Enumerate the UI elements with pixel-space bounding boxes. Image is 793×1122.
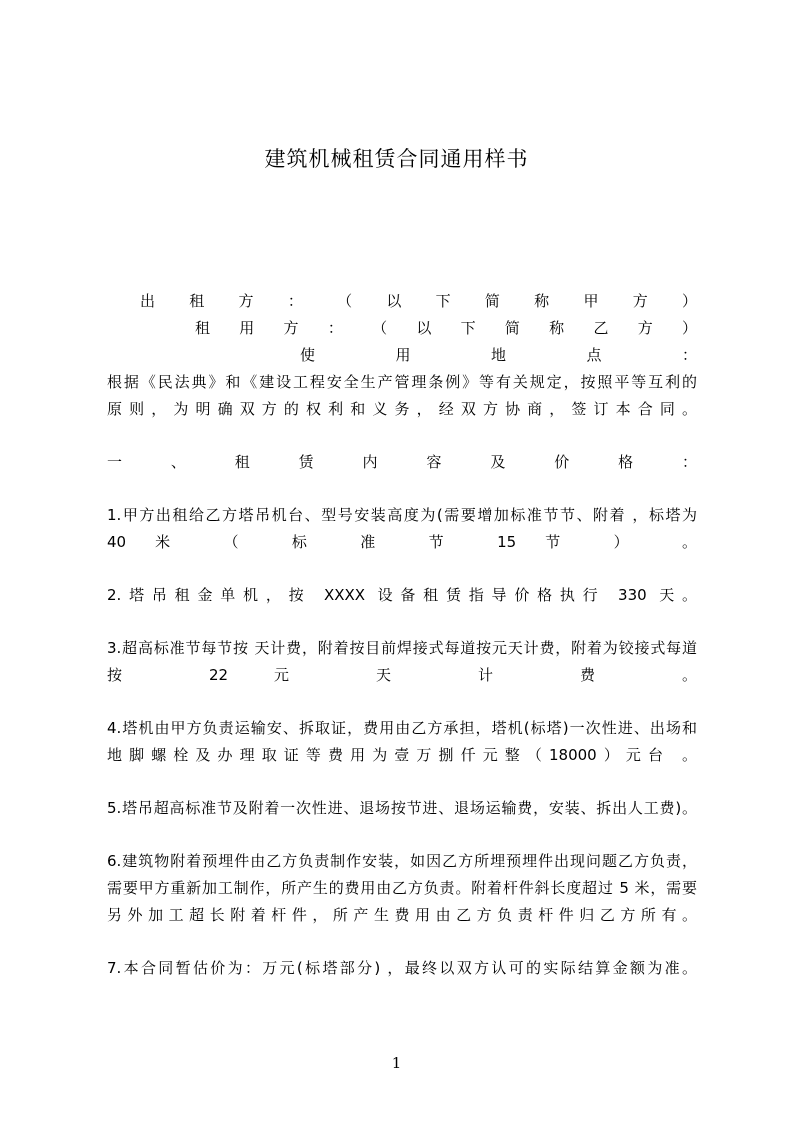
page-number: 1 — [391, 1054, 402, 1072]
lessee-line: 租 用 方 ： （ 以 下 简 称 乙 方 ） — [195, 319, 697, 337]
clause-6-line-1: 6.建筑物附着预埋件由乙方负责制作安装，如因乙方所埋预埋件出现问题乙方负责， — [107, 852, 697, 870]
clause-5: 5.塔吊超高标准节及附着一次性进、退场按节进、退场运输费，安装、拆出人工费)。 — [107, 799, 697, 817]
clause-4-line-1: 4.塔机由甲方负责运输安、拆取证，费用由乙方承担，塔机(标塔)一次性进、出场和 — [107, 719, 697, 737]
lessor-line: 出 租 方 ： （ 以 下 简 称 甲 方 ） — [140, 292, 697, 310]
clause-2: 2.塔吊租金单机，按 XXXX 设备租赁指导价格执行 330 天。 — [107, 586, 697, 604]
clause-1-line-2: 40 米 （ 标 准 节 15 节 ） 。 — [107, 533, 697, 551]
preamble-line-2: 原则，为明确双方的权利和义务，经双方协商，签订本合同。 — [107, 400, 697, 418]
location-line: 使 用 地 点 ： — [300, 346, 697, 364]
section-heading: 一 、 租 赁 内 容 及 价 格 ： — [107, 453, 697, 471]
clause-4-line-2: 地脚螺栓及办理取证等费用为壹万捌仟元整（18000）元台 。 — [107, 746, 697, 764]
clause-3-line-1: 3.超高标准节每节按 天计费，附着按目前焊接式每道按元天计费，附着为铰接式每道 — [107, 639, 697, 657]
clause-1-line-1: 1.甲方出租给乙方塔吊机台、型号安装高度为(需要增加标准节节、附着 ，标塔为 — [107, 506, 697, 524]
clause-7: 7.本合同暂估价为：万元(标塔部分) ，最终以双方认可的实际结算金额为准。 — [107, 959, 697, 977]
preamble-line-1: 根据《民法典》和《建设工程安全生产管理条例》等有关规定，按照平等互利的 — [107, 373, 697, 391]
clause-6-line-2: 需要甲方重新加工制作，所产生的费用由乙方负责。附着杆件斜长度超过 5 米，需要 — [107, 879, 697, 897]
document-title: 建筑机械租赁合同通用样书 — [264, 147, 529, 171]
clause-3-line-2: 按 22 元 天 计 费 。 — [107, 666, 697, 684]
clause-6-line-3: 另外加工超长附着杆件，所产生费用由乙方负责杆件归乙方所有。 — [107, 906, 697, 924]
